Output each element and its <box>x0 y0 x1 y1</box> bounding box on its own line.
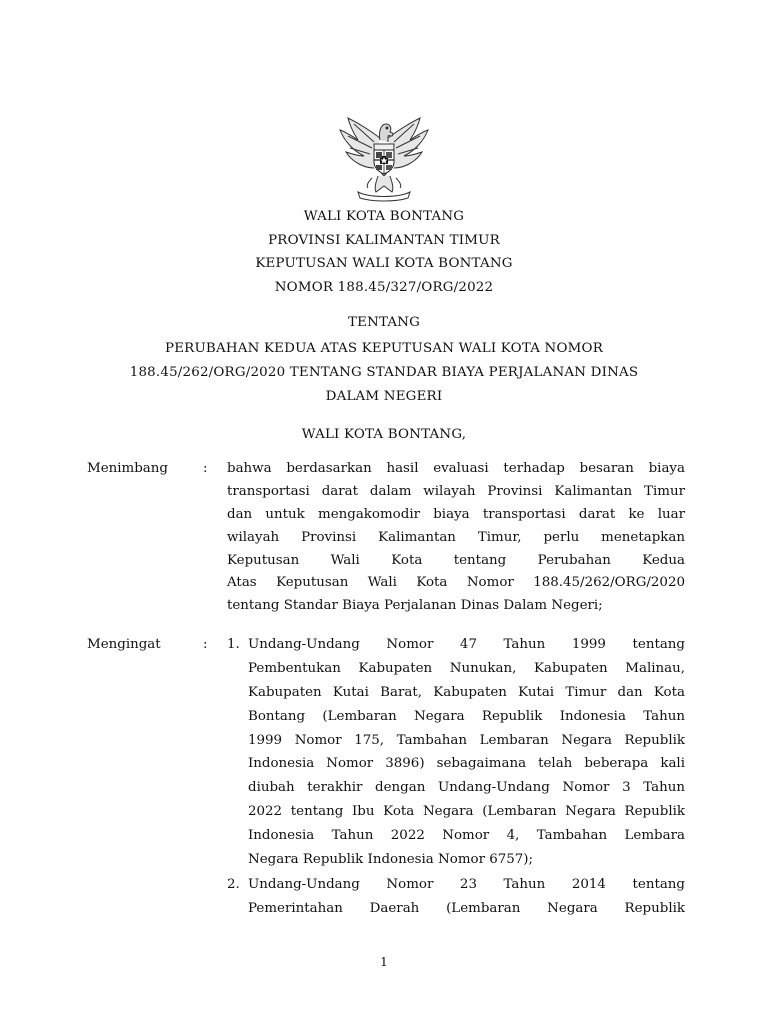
title-line-3: DALAM NEGERI <box>325 389 443 404</box>
decree-number: NOMOR 188.45/327/ORG/2022 <box>274 280 494 295</box>
tentang-heading: TENTANG <box>347 315 421 330</box>
item-line: Kabupaten Kutai Barat, Kabupaten Kutai Timur dan Kota <box>248 684 685 700</box>
item-line: Undang-Undang Nomor 47 Tahun 1999 tentang <box>248 637 685 652</box>
mengingat-item-2 <box>248 873 685 921</box>
mengingat-colon: : <box>203 637 208 652</box>
menimbang-line: wilayah Provinsi Kalimantan Timur, perlu menetapkan <box>227 529 685 545</box>
item-line: 2022 tentang Ibu Kota Negara (Lembaran Negara Republik <box>248 804 685 820</box>
item-line: Undang-Undang Nomor 23 Tahun 2014 tentang <box>248 877 685 892</box>
issuer-heading: WALI KOTA BONTANG, <box>301 427 467 442</box>
item-line: Indonesia Tahun 2022 Nomor 4, Tambahan Lembara <box>248 828 685 844</box>
item-line: Indonesia Nomor 3896) sebagaimana telah beberapa kali <box>248 756 685 772</box>
item-line: Pemerintahan Daerah (Lembaran Negara Republik <box>248 900 685 916</box>
garuda-emblem <box>334 110 434 206</box>
header-line-3: KEPUTUSAN WALI KOTA BONTANG <box>255 256 513 271</box>
mengingat-item-1 <box>248 633 685 872</box>
header-line-1: WALI KOTA BONTANG <box>303 209 465 224</box>
menimbang-line: transportasi darat dalam wilayah Provinsi Kalimantan Timur <box>227 483 685 499</box>
item-line: Bontang (Lembaran Negara Republik Indonesia Tahun <box>248 708 685 724</box>
item-line: 1999 Nomor 175, Tambahan Lembaran Negara Republik <box>248 732 685 748</box>
menimbang-line: Keputusan Wali Kota tentang Perubahan Kedua <box>227 552 685 568</box>
item-line: diubah terakhir dengan Undang-Undang Nomor 3 Tahun <box>248 780 685 796</box>
item-number: 2. <box>227 877 240 892</box>
menimbang-label: Menimbang <box>87 461 168 476</box>
item-number: 1. <box>227 637 240 652</box>
mengingat-label: Mengingat <box>87 637 161 652</box>
title-line-2: 188.45/262/ORG/2020 TENTANG STANDAR BIAYA PERJALANAN DINAS <box>129 365 639 380</box>
header-line-2: PROVINSI KALIMANTAN TIMUR <box>268 233 500 248</box>
menimbang-paragraph <box>227 458 685 618</box>
menimbang-colon: : <box>203 461 208 476</box>
item-line: Negara Republik Indonesia Nomor 6757); <box>248 852 534 868</box>
title-line-1: PERUBAHAN KEDUA ATAS KEPUTUSAN WALI KOTA NOMOR <box>164 341 604 356</box>
page-number: 1 <box>380 955 388 969</box>
menimbang-line: dan untuk mengakomodir biaya transportasi darat ke luar <box>227 506 685 522</box>
menimbang-line: Atas Keputusan Wali Kota Nomor 188.45/262/ORG/2020 <box>227 575 685 591</box>
menimbang-line: tentang Standar Biaya Perjalanan Dinas Dalam Negeri; <box>227 598 603 614</box>
menimbang-line: bahwa berdasarkan hasil evaluasi terhadap besaran biaya <box>227 461 685 476</box>
item-line: Pembentukan Kabupaten Nunukan, Kabupaten Malinau, <box>248 660 685 676</box>
